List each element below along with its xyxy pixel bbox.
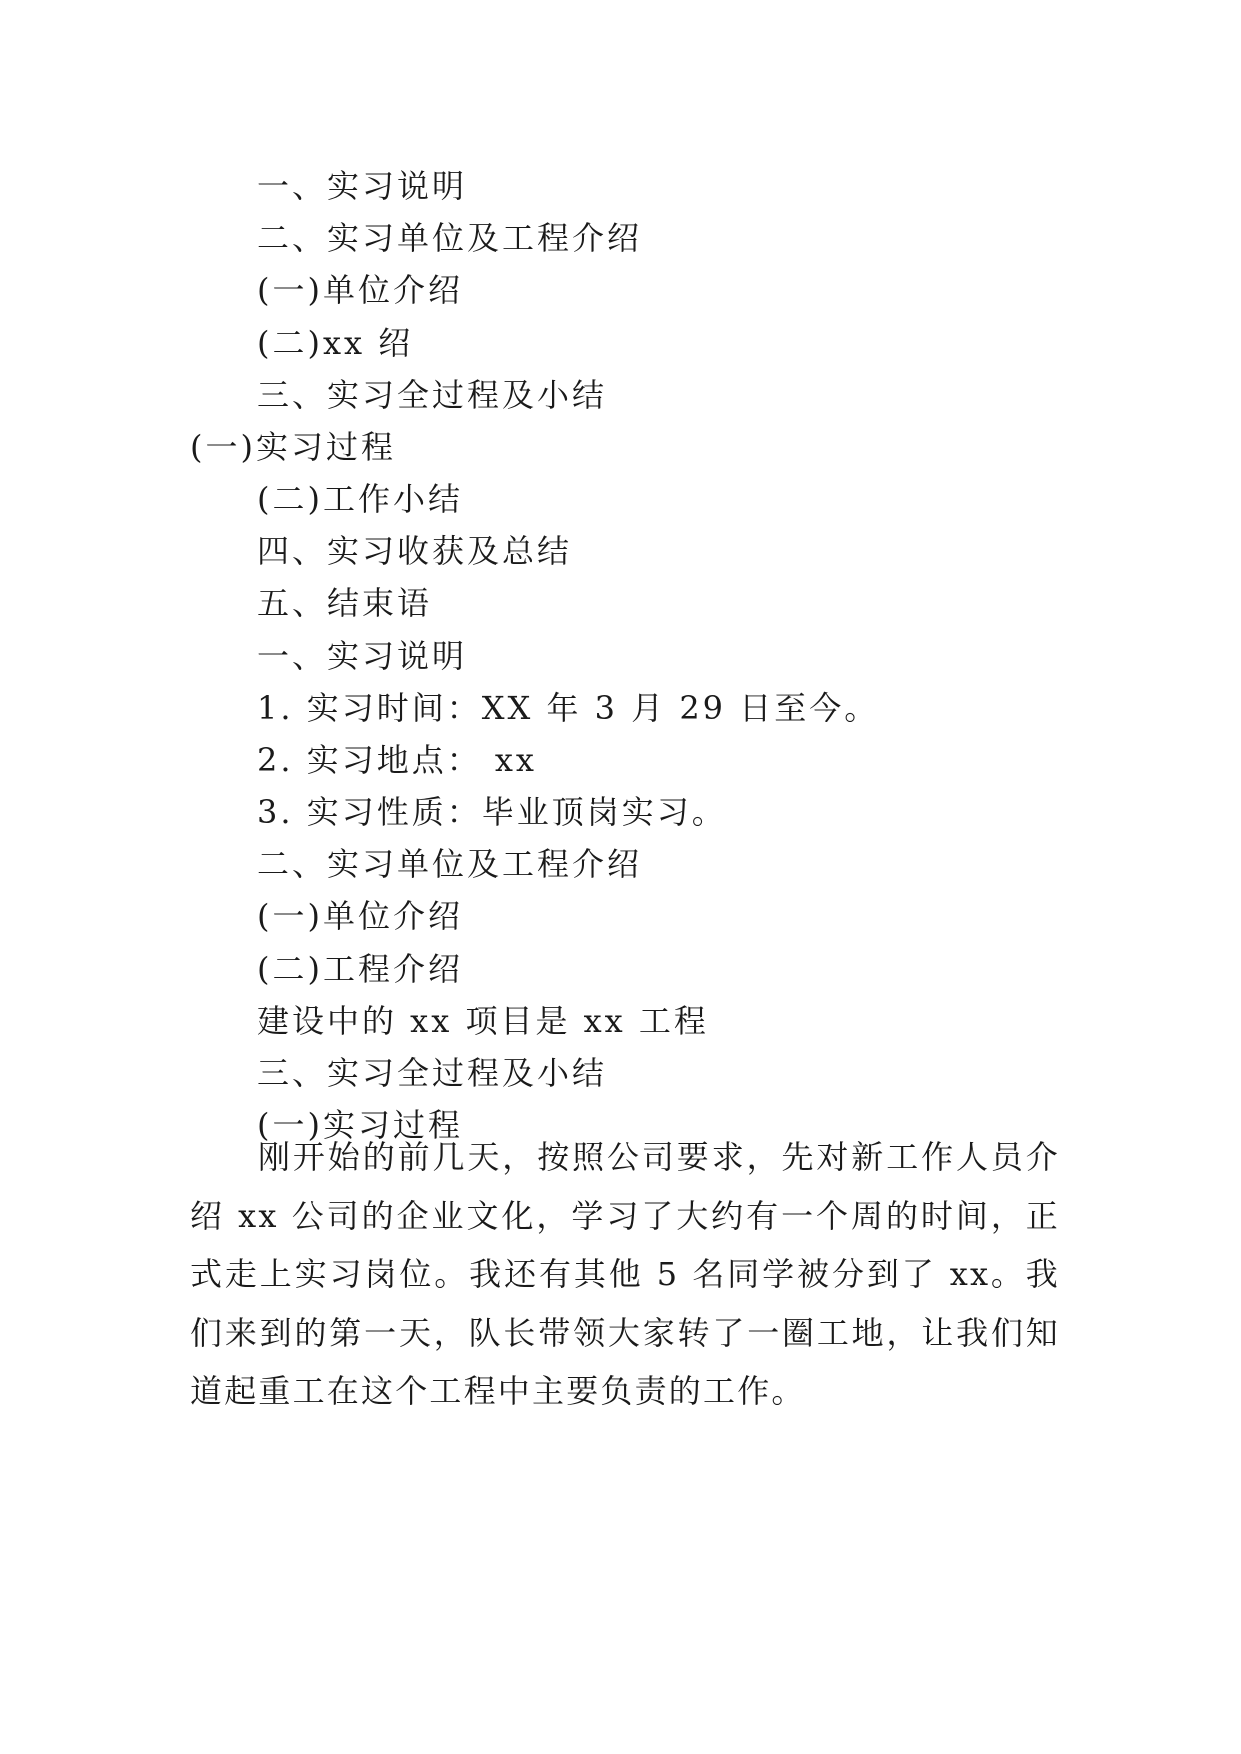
info-line: 3. 实习性质：毕业顶岗实习。 — [257, 793, 727, 831]
info-line: 1. 实习时间：XX 年 3 月 29 日至今。 — [257, 689, 880, 727]
section-heading: 一、实习说明 — [257, 637, 468, 675]
subsection-heading: (一)单位介绍 — [257, 897, 463, 935]
outline-item: 二、实习单位及工程介绍 — [257, 219, 643, 257]
outline-item: 四、实习收获及总结 — [257, 532, 573, 570]
info-line: 2. 实习地点： xx — [257, 741, 537, 779]
outline-item: 三、实习全过程及小结 — [257, 376, 608, 414]
outline-item: (一)单位介绍 — [257, 271, 463, 309]
subsection-heading: (一)实习过程 — [257, 1106, 463, 1144]
body-paragraph: 刚开始的前几天，按照公司要求，先对新工作人员介绍 xx 公司的企业文化，学习了大约有一个周的时间，正式走上实习岗位。我还有其他 5 名同学被分到了 xx。我们来到的第一天，队长带领大家转了一圈工地，让我们知道起重工在这个工程中主要负责的工作。 — [190, 1138, 1060, 1410]
outline-item: (二)工作小结 — [257, 480, 463, 518]
outline-item: 五、结束语 — [257, 584, 433, 622]
outline-item: (二)xx 绍 — [257, 324, 414, 362]
section-heading: 三、实习全过程及小结 — [257, 1054, 608, 1092]
subsection-heading: (二)工程介绍 — [257, 950, 463, 988]
outline-item: (一)实习过程 — [190, 428, 396, 466]
section-heading: 二、实习单位及工程介绍 — [257, 845, 643, 883]
outline-item: 一、实习说明 — [257, 167, 468, 205]
body-line: 建设中的 xx 项目是 xx 工程 — [257, 1002, 709, 1040]
